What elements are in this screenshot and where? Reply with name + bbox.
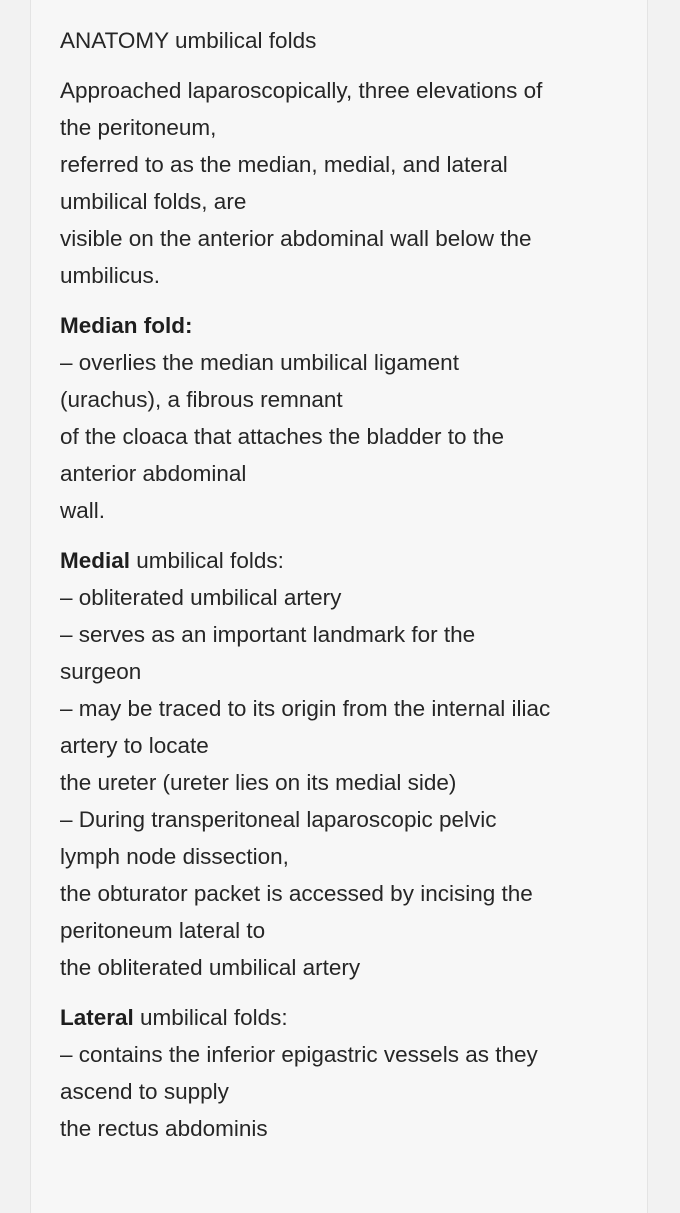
median-fold-heading-bold: Median fold: bbox=[60, 313, 193, 338]
median-fold-line: (urachus), a fibrous remnant bbox=[60, 387, 343, 412]
medial-folds-line: – serves as an important landmark for the bbox=[60, 622, 476, 647]
medial-folds-section bbox=[60, 542, 640, 986]
note-title: ANATOMY umbilical folds bbox=[60, 28, 317, 53]
medial-folds-line: artery to locate bbox=[60, 733, 209, 758]
medial-folds-heading-rest: umbilical folds: bbox=[130, 548, 284, 573]
medial-folds-line: – may be traced to its origin from the internal iliac bbox=[60, 696, 551, 721]
note-card bbox=[30, 0, 648, 1213]
medial-folds-line: – During transperitoneal laparoscopic pelvic bbox=[60, 807, 497, 832]
note-content bbox=[60, 22, 640, 1160]
lateral-folds-line: the rectus abdominis bbox=[60, 1116, 268, 1141]
median-fold-line: anterior abdominal bbox=[60, 461, 247, 486]
intro-line: visible on the anterior abdominal wall below the bbox=[60, 226, 532, 251]
medial-folds-line: surgeon bbox=[60, 659, 142, 684]
lateral-folds-heading-rest: umbilical folds: bbox=[133, 1005, 288, 1030]
lateral-folds-heading bbox=[60, 999, 640, 1036]
medial-folds-heading-bold: Medial bbox=[60, 548, 131, 573]
intro-line: Approached laparoscopically, three elevations of bbox=[60, 78, 543, 103]
intro-line: referred to as the median, medial, and lateral bbox=[60, 152, 508, 177]
medial-folds-line: the obliterated umbilical artery bbox=[60, 955, 361, 980]
medial-folds-line: the ureter (ureter lies on its medial side) bbox=[60, 770, 457, 795]
median-fold-line: – overlies the median umbilical ligament bbox=[60, 350, 459, 375]
lateral-folds-section bbox=[60, 999, 640, 1147]
medial-folds-line: – obliterated umbilical artery bbox=[60, 585, 342, 610]
intro-line: umbilicus. bbox=[60, 263, 161, 288]
median-fold-line: of the cloaca that attaches the bladder to the bbox=[60, 424, 505, 449]
median-fold-section bbox=[60, 307, 640, 529]
intro-paragraph bbox=[60, 72, 640, 294]
lateral-folds-line: – contains the inferior epigastric vessels as they bbox=[60, 1042, 538, 1067]
medial-folds-line: lymph node dissection, bbox=[60, 844, 289, 869]
lateral-folds-line: ascend to supply bbox=[60, 1079, 229, 1104]
median-fold-heading bbox=[60, 307, 640, 344]
medial-folds-line: the obturator packet is accessed by incising the bbox=[60, 881, 533, 906]
median-fold-line: wall. bbox=[60, 498, 106, 523]
intro-line: umbilical folds, are bbox=[60, 189, 247, 214]
medial-folds-heading bbox=[60, 542, 640, 579]
intro-line: the peritoneum, bbox=[60, 115, 217, 140]
medial-folds-line: peritoneum lateral to bbox=[60, 918, 266, 943]
lateral-folds-heading-bold: Lateral bbox=[60, 1005, 134, 1030]
